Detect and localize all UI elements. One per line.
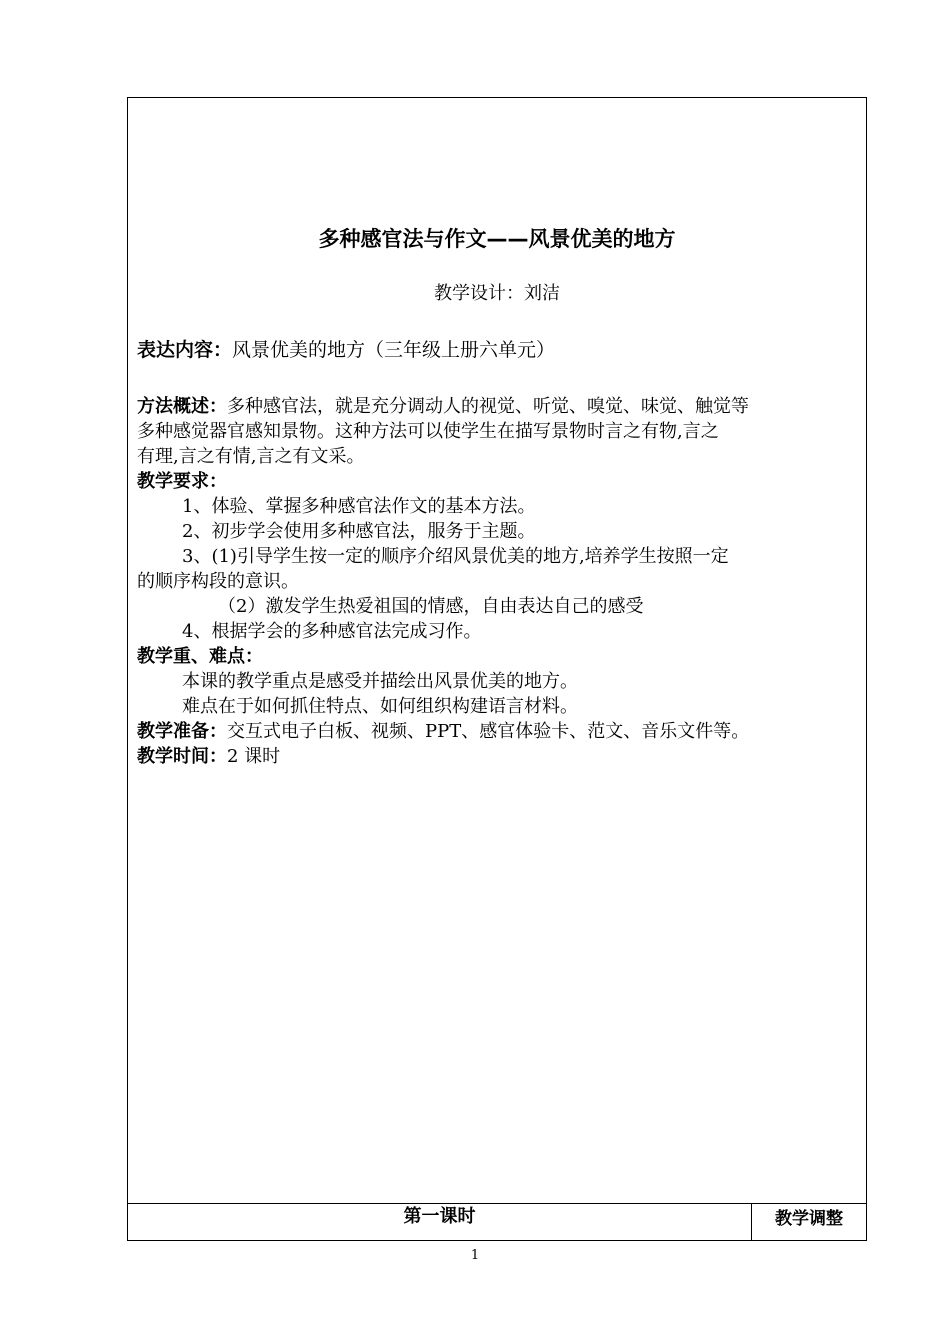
requirement-item-3-line-1: 3、(1)引导学生按一定的顺序介绍风景优美的地方,培养学生按照一定 <box>182 546 729 567</box>
expression-label: 表达内容： <box>137 339 233 361</box>
keypoints-label: 教学重、难点： <box>137 646 263 667</box>
method-line-1: 多种感官法，就是充分调动人的视觉、听觉、嗅觉、味觉、触觉等 <box>227 396 749 417</box>
requirement-item-1: 1、体验、掌握多种感官法作文的基本方法。 <box>182 496 536 517</box>
expression-text: 风景优美的地方（三年级上册六单元） <box>232 339 556 361</box>
keypoints-line-2: 难点在于如何抓住特点、如何组织构建语言材料。 <box>182 696 578 717</box>
requirement-item-2: 2、初步学会使用多种感官法，服务于主题。 <box>182 521 536 542</box>
requirements-label: 教学要求： <box>137 471 227 492</box>
method-line-3: 有理,言之有情,言之有文采。 <box>137 446 365 467</box>
requirement-item-3-sub: （2）激发学生热爱祖国的情感，自由表达自己的感受 <box>218 596 644 617</box>
requirement-item-4: 4、根据学会的多种感官法完成习作。 <box>182 621 482 642</box>
teaching-adjustment-cell: 教学调整 <box>775 1209 843 1229</box>
lesson-period-cell: 第一课时 <box>128 1204 752 1241</box>
time-label: 教学时间： <box>137 746 227 767</box>
requirement-item-3-line-2: 的顺序构段的意识。 <box>137 571 299 592</box>
preparation-text: 交互式电子白板、视频、PPT、感官体验卡、范文、音乐文件等。 <box>227 721 750 742</box>
lesson-plan-table <box>127 97 867 1241</box>
document-title: 多种感官法与作文——风景优美的地方 <box>318 227 676 251</box>
keypoints-line-1: 本课的教学重点是感受并描绘出风景优美的地方。 <box>182 671 578 692</box>
method-section <box>137 394 859 769</box>
table-footer-row <box>128 1203 866 1240</box>
document-author: 教学设计：刘洁 <box>434 283 560 304</box>
method-label: 方法概述： <box>137 396 227 417</box>
method-line-2: 多种感觉器官感知景物。这种方法可以使学生在描写景物时言之有物,言之 <box>137 421 719 442</box>
page-number: 1 <box>470 1248 480 1263</box>
time-text: 2 课时 <box>227 746 281 767</box>
preparation-label: 教学准备： <box>137 721 227 742</box>
expression-section <box>137 338 859 363</box>
